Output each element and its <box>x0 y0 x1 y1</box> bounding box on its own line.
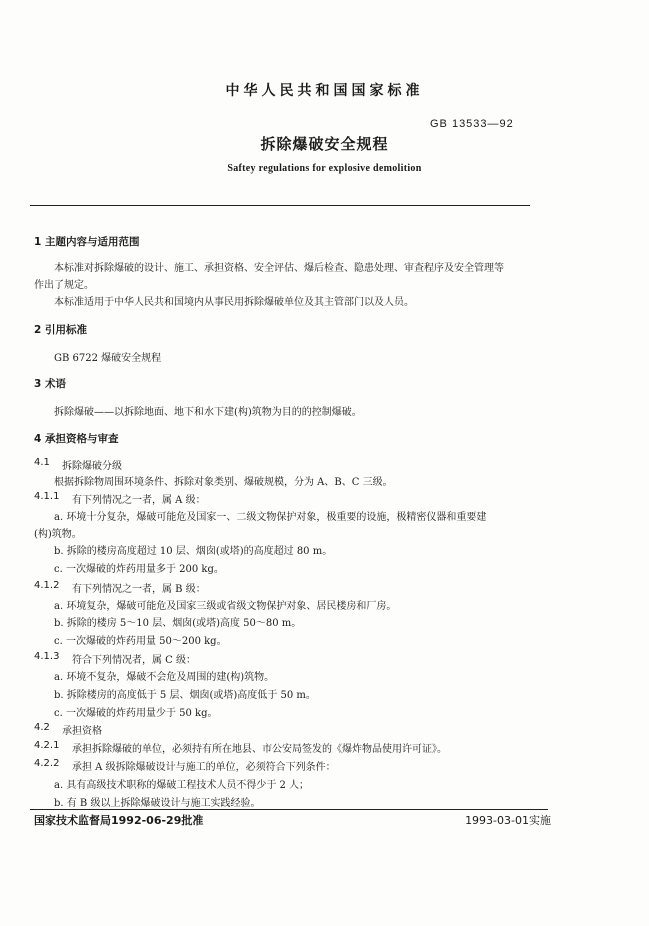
clause-4-2-2-number: 4.2.2 <box>34 758 60 769</box>
section-1-para-2: 本标准适用于中华人民共和国境内从事民用拆除爆破单位及其主管部门以及人员。 <box>54 297 414 308</box>
clause-4-1-1-number: 4.1.1 <box>34 491 60 502</box>
clause-4-1-2-item-b: b. 拆除的楼房 5～10 层、烟囱(或塔)高度 50～80 m。 <box>54 618 302 629</box>
clause-4-1-3-number: 4.1.3 <box>34 651 60 662</box>
section-1-para-1-cont: 作出了规定。 <box>34 280 94 291</box>
section-2-reference: GB 6722 爆破安全规程 <box>54 353 162 364</box>
standard-code: GB 13533—92 <box>430 118 514 130</box>
clause-4-2-title: 承担资格 <box>62 726 102 737</box>
footer-rule <box>30 809 548 810</box>
section-3-heading: 3 术语 <box>34 378 66 390</box>
document-title: 拆除爆破安全规程 <box>260 135 389 153</box>
clause-4-1-1-item-a: a. 环境十分复杂，爆破可能危及国家一、二级文物保护对象，极重要的设施，极精密仪器和重要建 <box>54 512 487 523</box>
clause-4-1-3-item-b: b. 拆除楼房的高度低于 5 层、烟囱(或塔)高度低于 50 m。 <box>54 690 316 701</box>
section-4-heading: 4 承担资格与审查 <box>34 433 119 445</box>
clause-4-1-1-item-c: c. 一次爆破的炸药用量多于 200 kg。 <box>54 564 224 575</box>
clause-4-2-2-item-a: a. 具有高级技术职称的爆破工程技术人员不得少于 2 人； <box>54 780 310 791</box>
clause-4-1-1-item-a-cont: (构)筑物。 <box>34 529 82 540</box>
clause-4-1-1-item-b: b. 拆除的楼房高度超过 10 层、烟囱(或塔)的高度超过 80 m。 <box>54 546 333 557</box>
clause-4-1-2-number: 4.1.2 <box>34 580 60 591</box>
clause-4-1-number: 4.1 <box>34 457 50 468</box>
clause-4-1-2-text: 有下列情况之一者，属 B 级： <box>72 584 206 595</box>
clause-4-2-1-number: 4.2.1 <box>34 740 60 751</box>
clause-4-1-2-item-c: c. 一次爆破的炸药用量 50～200 kg。 <box>54 636 227 647</box>
clause-4-1-title: 拆除爆破分级 <box>62 461 122 472</box>
clause-4-1-3-text: 符合下列情况者，属 C 级： <box>72 655 197 666</box>
section-1-heading: 1 主题内容与适用范围 <box>34 236 140 248</box>
section-3-term: 拆除爆破——以拆除地面、地下和水下建(构)筑物为目的的控制爆破。 <box>54 407 362 418</box>
effective-date: 1993-03-01实施 <box>465 814 551 827</box>
clause-4-1-3-item-c: c. 一次爆破的炸药用量少于 50 kg。 <box>54 708 218 719</box>
approval-date: 国家技术监督局1992-06-29批准 <box>34 814 204 827</box>
clause-4-2-number: 4.2 <box>34 722 50 733</box>
clause-4-2-1-text: 承担拆除爆破的单位，必须持有所在地县、市公安局签发的《爆炸物品使用许可证》。 <box>72 744 447 755</box>
standard-name: 中华人民共和国国家标准 <box>225 83 424 99</box>
clause-4-2-2-item-b: b. 有 B 级以上拆除爆破设计与施工实践经验。 <box>54 798 261 809</box>
clause-4-1-text: 根据拆除物周围环境条件、拆除对象类别、爆破规模，分为 A、B、C 三级。 <box>54 477 393 488</box>
clause-4-1-1-text: 有下列情况之一者，属 A 级： <box>72 495 206 506</box>
clause-4-1-3-item-a: a. 环境不复杂，爆破不会危及周围的建(构)筑物。 <box>54 672 275 683</box>
header-rule <box>30 205 530 206</box>
clause-4-1-2-item-a: a. 环境复杂，爆破可能危及国家三级或省级文物保护对象、居民楼房和厂房。 <box>54 601 397 612</box>
document-title-en: Saftey regulations for explosive demolition <box>227 163 422 174</box>
section-1-para-1: 本标准对拆除爆破的设计、施工、承担资格、安全评估、爆后检查、隐患处理、审查程序及安全管理等 <box>54 263 504 274</box>
section-2-heading: 2 引用标准 <box>34 324 87 336</box>
clause-4-2-2-text: 承担 A 级拆除爆破设计与施工的单位，必须符合下列条件： <box>72 762 336 773</box>
